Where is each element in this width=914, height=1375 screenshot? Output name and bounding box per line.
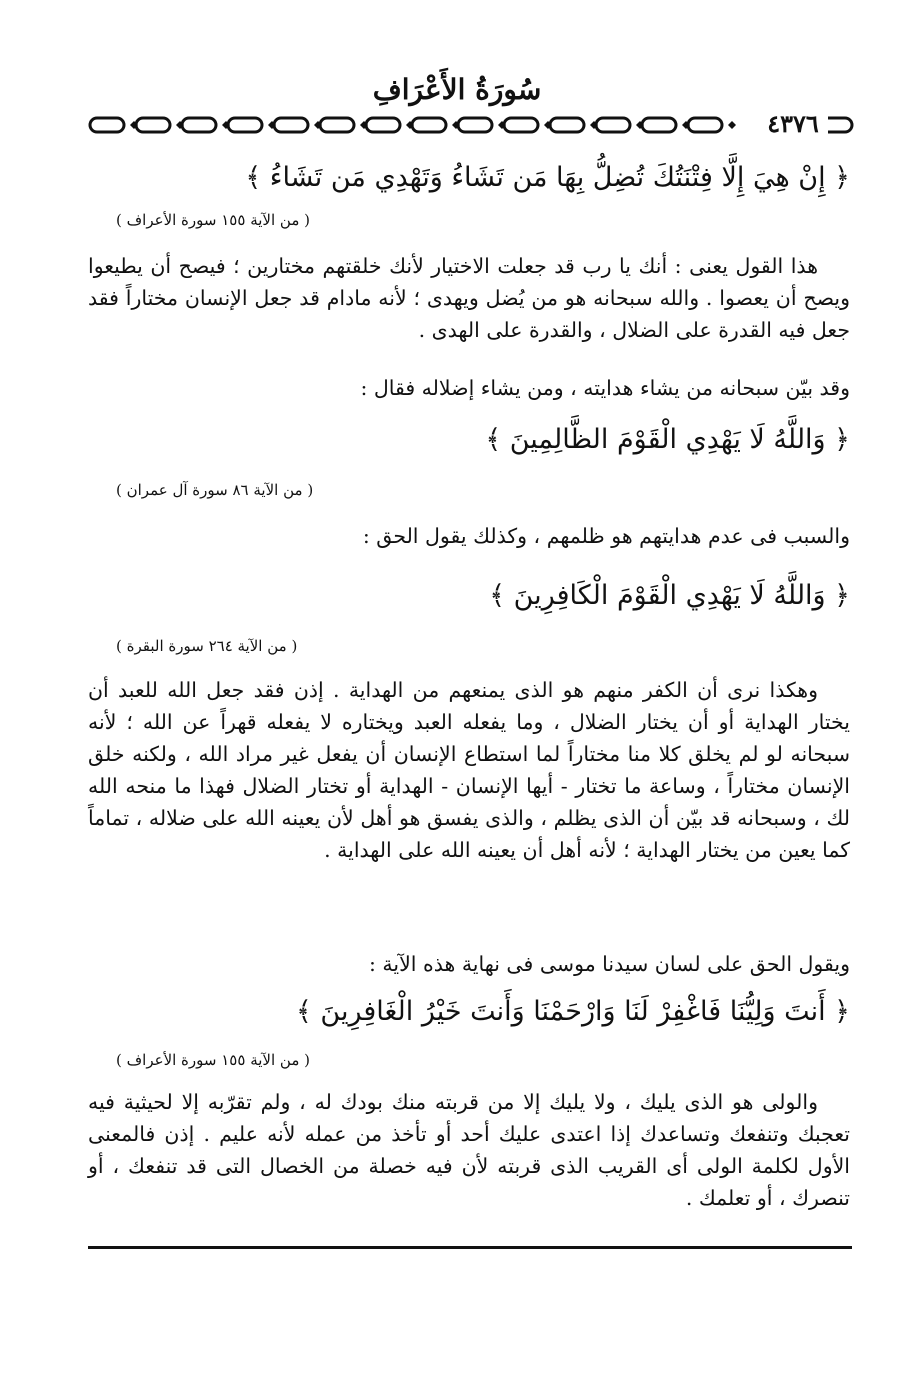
quran-verse-2: ﴿ وَاللَّهُ لَا يَهْدِي الْقَوْمَ الظَّالِمِينَ ﴾ xyxy=(485,424,850,455)
paragraph-6: والولى هو الذى يليك ، ولا يليك إلا من قربته منك بودك له ، ولم تقرّبه إلا لحيثية فيه تعجبك وتنفعك وتساعدك إذا اعتدى عليك أحد أو تأخذ من عمله لأنه عليم . إذن فالمعنى الأول لكلمة الولى أى القريب الذى قربته لأن فيه خصلة من الخصال التى قد تنفعك ، أو تنصرك ، أو تعلمك . xyxy=(88,1090,850,1210)
page-number: ٤٣٧٦ xyxy=(758,110,828,138)
verse-reference-3: ( من الآية ٢٦٤ سورة البقرة ) xyxy=(116,637,298,655)
decorative-chain-border xyxy=(88,112,858,138)
quran-verse-1: ﴿ إِنْ هِيَ إِلَّا فِتْنَتُكَ تُضِلُّ بِهَا مَن تَشَاءُ وَتَهْدِي مَن تَشَاءُ ﴾ xyxy=(245,162,850,193)
verse-reference-2: ( من الآية ٨٦ سورة آل عمران ) xyxy=(116,481,314,499)
paragraph-2: وقد بيّن سبحانه من يشاء هدايته ، ومن يشاء إضلاله فقال : xyxy=(360,376,850,400)
verse-reference-1: ( من الآية ١٥٥ سورة الأعراف ) xyxy=(116,211,310,229)
paragraph-1: هذا القول يعنى : أنك يا رب قد جعلت الاختيار لأنك خلقتهم مختارين ؛ فيصح أن يطيعوا ويصح أن يعصوا . والله سبحانه هو من يُضل ويهدى ؛ لأنه مادام قد جعل الإنسان مختاراً فقد جعل فيه القدرة على الضلال ، والقدرة على الهدى . xyxy=(88,254,850,342)
verse-reference-4: ( من الآية ١٥٥ سورة الأعراف ) xyxy=(116,1051,310,1069)
paragraph-4: وهكذا نرى أن الكفر منهم هو الذى يمنعهم من الهداية . إذن فقد جعل الله للعبد أن يختار الهداية أو أن يختار الضلال ، وما يفعله العبد ويختاره لا يفعله قهراً عن الله ؛ لأنه سبحانه لو لم يخلق كلا منا مختاراً لما استطاع الإنسان أن يفعل غير مراد الله ، ولكنه خلق الإنسان مختاراً ، وساعة ما تختار - أيها الإنسان - الهداية أو تختار الضلال فهذا ما منحه الله لك ، وسبحانه قد بيّن أن الذى يظلم ، والذى يفسق هو أهل لأن يعينه الله على ضلاله ، تماماً كما يعين من يختار الهداية ؛ لأنه أهل أن يعينه الله على الهداية . xyxy=(88,678,850,862)
quran-verse-3: ﴿ وَاللَّهُ لَا يَهْدِي الْقَوْمَ الْكَافِرِينَ ﴾ xyxy=(489,580,850,611)
bottom-rule xyxy=(88,1246,852,1249)
quran-verse-4: ﴿ أَنتَ وَلِيُّنَا فَاغْفِرْ لَنَا وَارْحَمْنَا وَأَنتَ خَيْرُ الْغَافِرِينَ ﴾ xyxy=(295,996,850,1027)
paragraph-5: ويقول الحق على لسان سيدنا موسى فى نهاية هذه الآية : xyxy=(368,952,850,976)
surah-title: سُورَةُ الأَعْرَافِ xyxy=(372,73,542,106)
paragraph-3: والسبب فى عدم هدايتهم هو ظلمهم ، وكذلك يقول الحق : xyxy=(362,524,850,548)
